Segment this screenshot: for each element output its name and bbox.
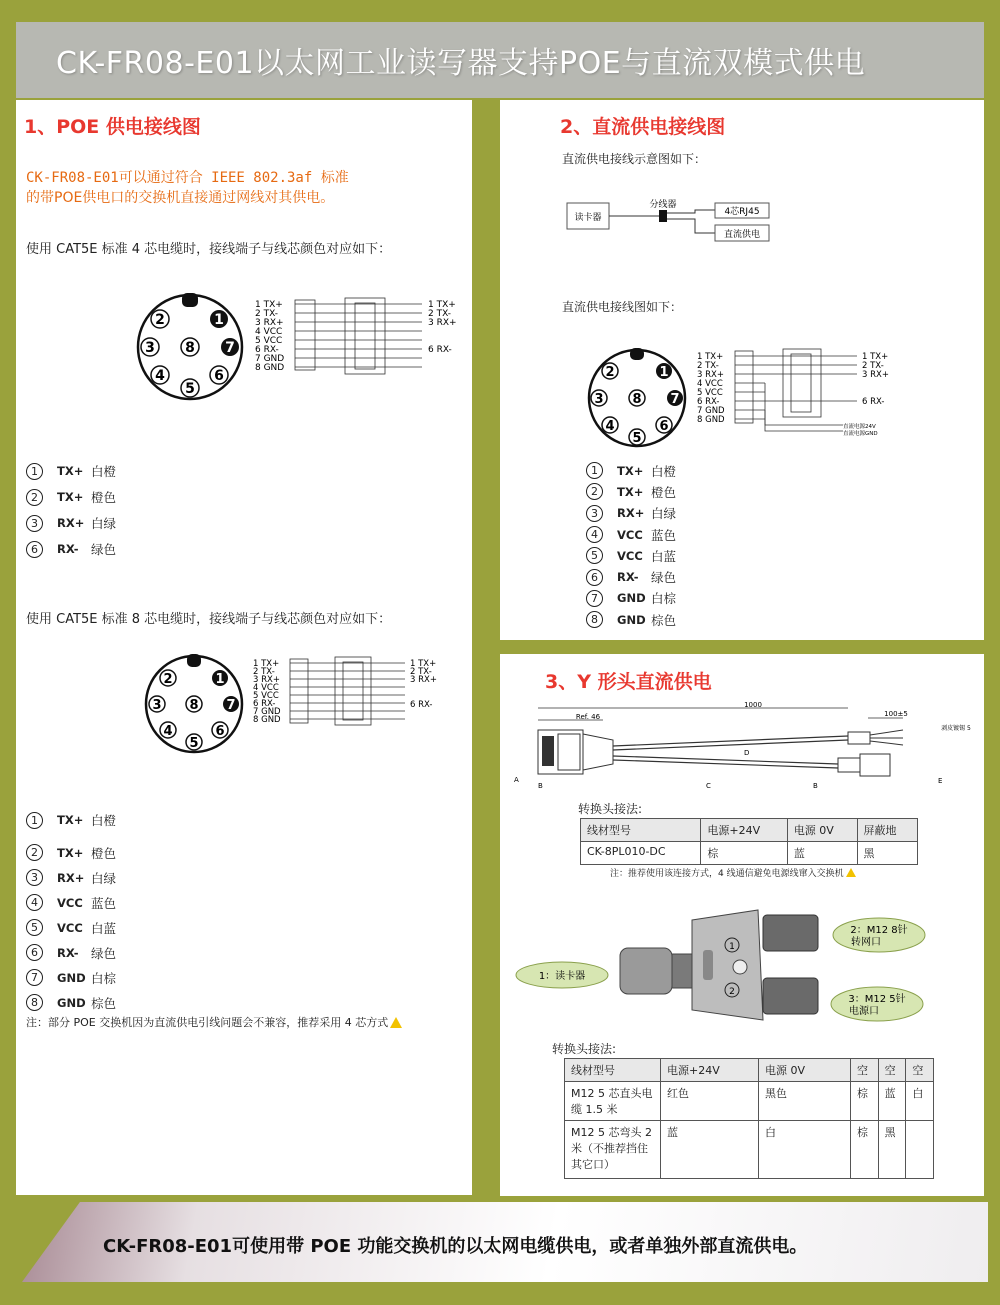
svg-text:6 RX-: 6 RX- [697,397,720,407]
table-row: M12 5 芯直头电缆 1.5 米 红色 黑色 棕 蓝 白 [565,1082,934,1121]
section-divider [556,641,982,653]
section1-cat4-text: 使用 CAT5E 标准 4 芯电缆时，接线端子与线芯颜色对应如下： [26,242,392,257]
svg-text:4: 4 [605,419,615,434]
dc-schematic [565,195,785,250]
svg-text:1000: 1000 [744,701,762,709]
svg-text:2 TX-: 2 TX- [428,309,452,319]
section3-title: 3、Y 形头直流供电 [545,671,712,693]
section1-note: 注：部分 POE 交换机因为直流供电引线问题会不兼容，推荐采用 4 芯方式 [26,1014,402,1030]
legend-row: 4 VCC 蓝色 [26,890,116,915]
svg-text:7 GND: 7 GND [697,406,725,416]
pin-labels-right [428,300,457,355]
svg-text:3 RX+: 3 RX+ [253,675,280,685]
footer-text: CK-FR08-E01可使用带 POE 功能交换机的以太网电缆供电，或者单独外部直流供电。 [103,1236,808,1257]
legend-row: 1 TX+ 白橙 [26,800,116,840]
svg-text:1: 1 [659,365,669,380]
svg-text:C: C [706,782,711,790]
svg-text:6 RX-: 6 RX- [862,397,885,407]
m12-5pin-connector [763,978,818,1014]
svg-text:7: 7 [670,392,680,407]
connector-body-icon [542,736,554,766]
legend-row: 7 GND 白棕 [586,588,676,609]
svg-text:6 RX-: 6 RX- [253,699,276,709]
table-header-row: 线材型号 电源+24V 电源 0V 屏蔽地 [581,819,918,842]
table2 [564,1058,934,1179]
svg-text:直流电源GND: 直流电源GND [843,431,878,437]
pin-labels-left [697,352,725,425]
svg-text:4 VCC: 4 VCC [697,379,723,389]
svg-text:4 VCC: 4 VCC [255,327,283,337]
section3-note: 注：推荐使用该连接方式，4 线通信避免电源线窜入交换机 [610,866,856,879]
y-adapter-drawing [508,900,978,1030]
connector-diagram-4core [130,285,470,405]
svg-text:2: 2 [729,987,735,997]
svg-text:剥皮镀锡 5: 剥皮镀锡 5 [941,725,971,732]
svg-text:4芯RJ45: 4芯RJ45 [724,207,760,217]
svg-text:分线器: 分线器 [649,200,677,210]
svg-text:8: 8 [185,340,195,356]
legend-row: 3 RX+ 白绿 [586,503,676,524]
wire-bundle [295,298,422,374]
m12-connector-face [138,293,242,399]
svg-text:5 VCC: 5 VCC [697,388,723,398]
svg-text:6 RX-: 6 RX- [255,345,279,355]
svg-text:1: 1 [215,672,225,687]
svg-text:B: B [813,782,818,790]
svg-text:2: 2 [605,365,615,380]
table-row: CK-8PL010-DC 棕 蓝 黑 [581,842,918,865]
warning-icon [846,868,856,877]
svg-text:2 TX-: 2 TX- [697,361,719,371]
svg-text:1：读卡器: 1：读卡器 [538,971,586,982]
m12-connector-face [589,348,685,446]
legend-row: 2 TX+ 橙色 [26,840,116,865]
legend-row: 8 GND 棕色 [586,609,676,630]
svg-text:8: 8 [632,392,642,407]
svg-text:100±5: 100±5 [884,710,908,718]
svg-text:6: 6 [214,368,224,384]
svg-text:5: 5 [185,381,195,397]
svg-text:2：M12 8针: 2：M12 8针 [850,925,908,936]
section1-title: 1、POE 供电接线图 [24,116,201,138]
svg-text:7: 7 [225,340,235,356]
svg-text:E: E [938,777,943,785]
section2-schematic-label: 直流供电接线示意图如下： [562,152,707,166]
svg-text:3 RX+: 3 RX+ [410,675,437,685]
svg-text:1 TX+: 1 TX+ [255,300,283,310]
svg-text:6: 6 [215,724,225,739]
svg-text:1 TX+: 1 TX+ [410,659,437,669]
svg-text:4: 4 [155,368,165,384]
svg-text:Ref. 46: Ref. 46 [575,713,601,721]
rj45-plug-icon [860,754,890,776]
legend-row: 5 VCC 白蓝 [586,545,676,566]
svg-text:8 GND: 8 GND [697,415,725,425]
svg-text:直流供电: 直流供电 [723,230,761,240]
pin-labels-left [255,300,284,373]
legend-row: 6 RX- 绿色 [586,566,676,587]
svg-text:7: 7 [226,698,236,713]
svg-text:1 TX+: 1 TX+ [697,352,724,362]
svg-text:A: A [514,776,519,784]
svg-text:2: 2 [155,312,165,328]
legend-row: 1 TX+ 白橙 [26,458,116,484]
pin-labels-right [410,659,437,710]
svg-text:2: 2 [163,672,173,687]
table-header-row: 线材型号 电源+24V 电源 0V 空 空 空 [565,1059,934,1082]
svg-text:6 RX-: 6 RX- [410,700,433,710]
pin-labels-right [862,352,889,407]
svg-text:2 TX-: 2 TX- [253,667,275,677]
svg-text:3: 3 [145,340,155,356]
svg-text:7 GND: 7 GND [255,354,285,364]
svg-text:1 TX+: 1 TX+ [862,352,889,362]
legend-row: 3 RX+ 白绿 [26,510,116,536]
svg-text:2 TX-: 2 TX- [862,361,884,371]
svg-text:6: 6 [659,419,669,434]
svg-text:3：M12 5针: 3：M12 5针 [848,994,906,1005]
svg-text:1 TX+: 1 TX+ [428,300,456,310]
legend-8core [26,800,116,1015]
legend-row: 6 RX- 绿色 [26,536,116,562]
legend-row: 2 TX+ 橙色 [26,484,116,510]
svg-text:3 RX+: 3 RX+ [697,370,724,380]
svg-text:2 TX-: 2 TX- [410,667,432,677]
wire-bundle [290,657,405,725]
table1-label: 转换头接法: [578,802,643,816]
svg-text:1: 1 [729,942,735,952]
svg-text:转网口: 转网口 [851,937,881,948]
svg-text:2 TX-: 2 TX- [255,309,279,319]
legend-row: 3 RX+ 白绿 [26,865,116,890]
m12-8pin-connector [763,915,818,951]
section2-title: 2、直流供电接线图 [560,116,726,138]
table-row: M12 5 芯弯头 2 米（不推荐挡住其它口） 蓝 白 棕 黑 [565,1121,934,1179]
legend-4core [26,458,116,562]
splitter-icon [659,210,667,222]
connector-diagram-8core [140,650,460,760]
svg-text:D: D [744,749,750,757]
section2-wiring-label: 直流供电接线图如下： [562,300,683,314]
svg-text:7 GND: 7 GND [253,707,281,717]
svg-text:5: 5 [632,431,642,446]
pin-labels-left [253,659,281,725]
dc-connector-diagram [585,343,905,453]
svg-text:4: 4 [163,724,173,739]
svg-text:1 TX+: 1 TX+ [253,659,280,669]
svg-text:直流电源24V: 直流电源24V [843,424,876,430]
warning-icon [390,1017,402,1028]
svg-text:6 RX-: 6 RX- [428,345,452,355]
y-cable-drawing [508,698,978,793]
svg-text:5 VCC: 5 VCC [255,336,283,346]
section1-cat8-text: 使用 CAT5E 标准 8 芯电缆时，接线端子与线芯颜色对应如下： [26,612,392,627]
svg-text:B: B [538,782,543,790]
wire-bundle [735,349,857,431]
svg-text:3 RX+: 3 RX+ [862,370,889,380]
legend-dc [586,460,676,630]
svg-text:3 RX+: 3 RX+ [428,318,457,328]
svg-text:3 RX+: 3 RX+ [255,318,284,328]
section1-intro-line1: CK-FR08-E01可以通过符合 IEEE 802.3af 标准 [26,170,349,186]
legend-row: 2 TX+ 橙色 [586,481,676,502]
legend-row: 7 GND 白棕 [26,965,116,990]
svg-text:4 VCC: 4 VCC [253,683,279,693]
legend-row: 1 TX+ 白橙 [586,460,676,481]
svg-text:3: 3 [152,698,162,713]
svg-text:8: 8 [189,698,199,713]
legend-row: 6 RX- 绿色 [26,940,116,965]
table1 [580,818,918,865]
left-panel [16,100,472,1195]
svg-text:电源口: 电源口 [849,1006,879,1017]
table2-label: 转换头接法: [552,1042,617,1056]
legend-row: 8 GND 棕色 [26,990,116,1015]
svg-text:5 VCC: 5 VCC [253,691,279,701]
m12-connector-face [146,654,242,752]
legend-row: 5 VCC 白蓝 [26,915,116,940]
legend-row: 4 VCC 蓝色 [586,524,676,545]
svg-text:8 GND: 8 GND [255,363,285,373]
section1-intro-line2: 的带POE供电口的交换机直接通过网线对其供电。 [26,190,335,206]
svg-text:3: 3 [594,392,604,407]
page-title: CK-FR08-E01以太网工业读写器支持POE与直流双模式供电 [56,46,866,81]
svg-text:8 GND: 8 GND [253,715,281,725]
svg-text:读卡器: 读卡器 [574,213,602,223]
svg-text:5: 5 [189,736,199,751]
svg-text:1: 1 [214,312,224,328]
